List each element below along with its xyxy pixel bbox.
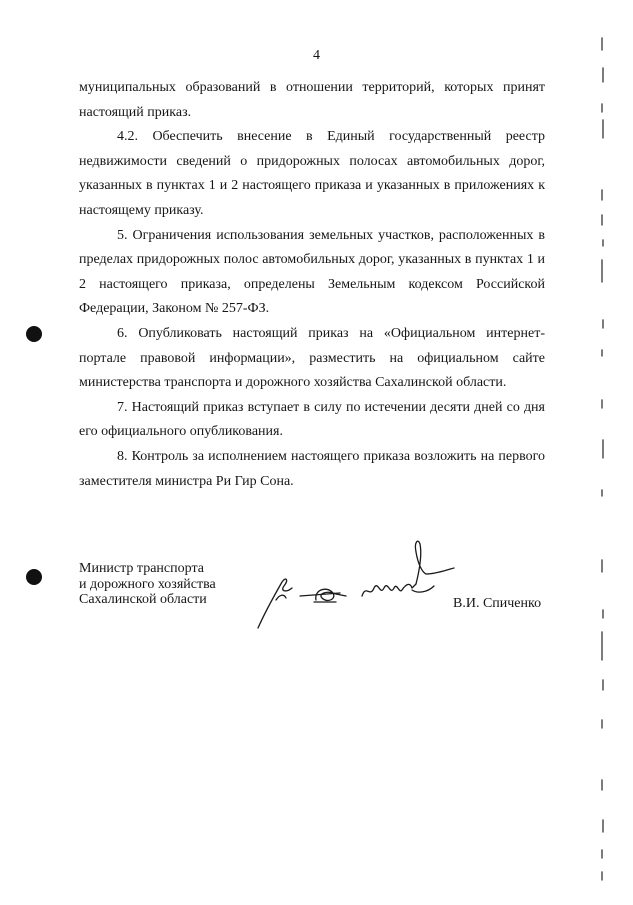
- paragraph-6: 6. Опубликовать настоящий приказ на «Официальном интернет-портале правовой информации», разместить на официальном сайте министерства транспорта и дорожного хозяйства Сахалинской области.: [79, 325, 545, 391]
- paragraph-4-2: 4.2. Обеспечить внесение в Единый государственный реестр недвижимости сведений о придорожных полосах автомобильных дорог, указанных в пунктах 1 и 2 настоящего приказа и указанных в приложениях к настоящему приказу.: [79, 129, 545, 218]
- paragraph-5: 5. Ограничения использования земельных участков, расположенных в пределах придорожных полос автомобильных дорог, указанных в пунктах 1 и 2 настоящего приказа, определены Земельным кодексом Российской Федерации, Законом № 257-ФЗ.: [79, 227, 545, 317]
- scan-edge-marks: [596, 20, 608, 890]
- punch-hole-mark: [26, 569, 42, 585]
- paragraph-7: 7. Настоящий приказ вступает в силу по истечении десяти дней со дня его официального опубликования.: [79, 399, 545, 440]
- signatory-title-line: Министр транспорта: [79, 561, 204, 576]
- signatory-title-line: и дорожного хозяйства: [79, 576, 216, 592]
- signatory-title: [79, 561, 216, 608]
- paragraph-continuation: муниципальных образований в отношении территорий, которых принят настоящий приказ.: [79, 80, 545, 120]
- page-number: 4: [313, 48, 320, 63]
- punch-hole-mark: [26, 326, 42, 342]
- paragraph-8: 8. Контроль за исполнением настоящего приказа возложить на первого заместителя министра Ри Гир Сона.: [79, 448, 545, 489]
- signer-name: В.И. Спиченко: [453, 596, 542, 611]
- handwritten-signature: [256, 538, 456, 633]
- document-body: [79, 76, 545, 494]
- signatory-title-line: Сахалинской области: [79, 592, 207, 607]
